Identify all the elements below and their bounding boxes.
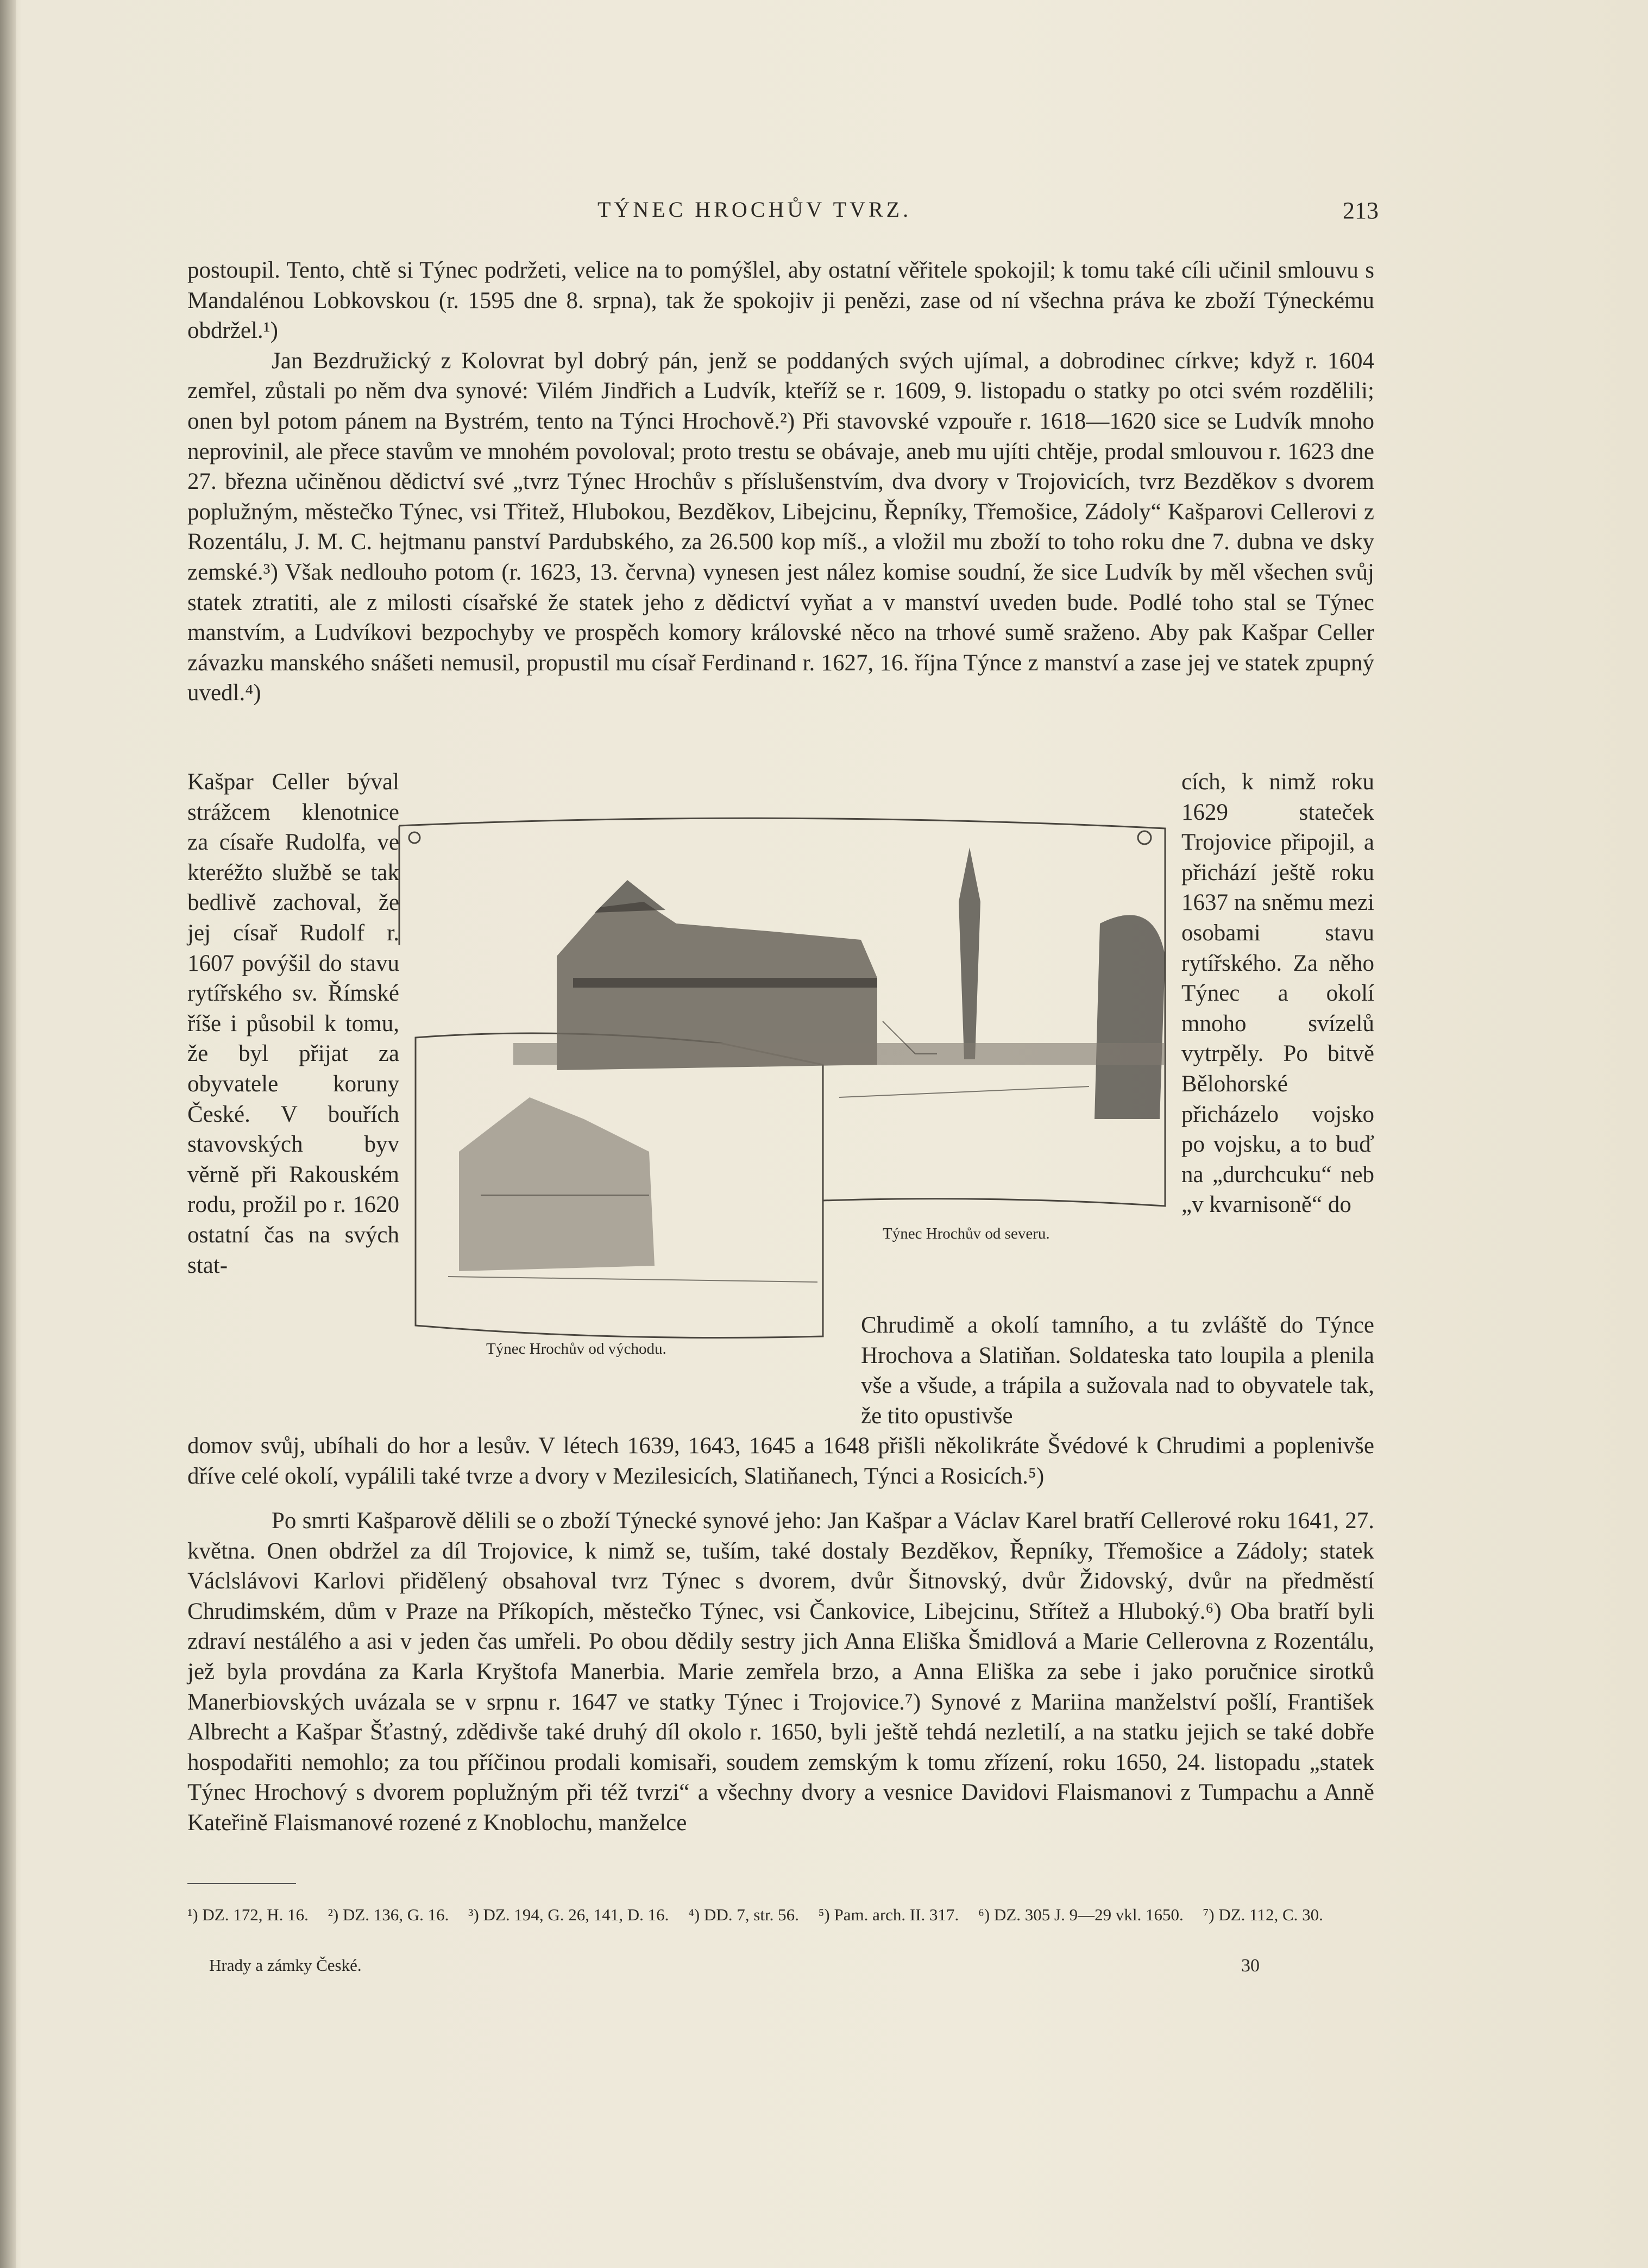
- engraving-sketch: [394, 815, 1176, 1353]
- footnote-4: ⁴) DD. 7, str. 56.: [688, 1905, 799, 1924]
- footnote-2: ²) DZ. 136, G. 16.: [328, 1905, 449, 1924]
- footnote-3: ³) DZ. 194, G. 26, 141, D. 16.: [468, 1905, 669, 1924]
- footnote-6: ⁶) DZ. 305 J. 9—29 vkl. 1650.: [978, 1905, 1184, 1924]
- mid-right-text: Chrudimě a okolí tamního, a tu zvláště do Týnce Hrochova a Slatiňan. Soldateska tato loupila a plenila vše a všude, a trápila a sužovala nad to obyvatele tak, že tito opustivše: [861, 1312, 1374, 1429]
- footnote-7: ⁷) DZ. 112, C. 30.: [1203, 1905, 1323, 1924]
- continuation-text: domov svůj, ubíhali do hor a lesův. V létech 1639, 1643, 1645 a 1648 přišli několikráte Švédové k Chrudimi a poplenivše dříve celé okolí, vypálili také tvrze a dvory v Mezilesicích, Slatiňanech, Týnci a Rosicích.⁵): [187, 1433, 1374, 1489]
- gutter-shadow: [0, 0, 16, 2268]
- last-paragraph: Po smrti Kašparově dělili se o zboží Týnecké synové jeho: Jan Kašpar a Václav Karel bratří Cellerové roku 1641, 27. května. Onen obdržel za díl Trojovice, k nimž se, tuším, také dostaly Bezděkov, Řepníky, Třemošice a Zádoly; statek Václslávovi Karlovi přidělený obsahoval tvrz Týnec s dvorem, dvůr Šitnovský, dvůr Židovský, dvůr na předměstí Chrudimském, dům v Praze na Příkopích, městečko Týnec, vsi Čankovice, Libejcinu, Střítež a Hluboký.⁶) Oba bratří byli zdraví nestálého a asi v jeden čas umřeli. Po obou dědily sestry jich Anna Eliška Šmidlová a Marie Cellerovna z Rozentálu, jež byla provdána za Karla Kryštofa Manerbia. Marie zemřela brzo, a Anna Eliška za sebe i jako poručnice sirotků Manerbiovských uvázala se v srpnu r. 1647 ve statky Týnec i Trojovice.⁷) Synové z Mariina manželství pošlí, František Albrecht a Kašpar Šťastný, zdědivše také druhý díl okolo r. 1650, byli ještě tehdá nezletilí, a na statku jejich se také dobře hospodařiti nemohlo; za tou příčinou prodali komisaři, soudem zemským k tomu zřízení, roku 1650, 24. listopadu „statek Týnec Hrochový s dvorem poplužným při též tvrzi“ a všechny dvory a vesnice Davidovi Flaismanovi z Tumpachu a Anně Kateřině Flaismanové rozené z Knoblochu, manželce: [187, 1508, 1374, 1836]
- footnote-1: ¹) DZ. 172, H. 16.: [187, 1905, 309, 1924]
- running-header: TÝNEC HROCHŮV TVRZ.: [597, 197, 912, 222]
- left-column-text: Kašpar Celler býval strážcem klenotnice za císaře Rudolfa, ve kteréžto službě se tak bedlivě zachoval, že jej císař Rudolf r. 1607 povýšil do stavu rytířského sv. Římské říše i působil k tomu, že byl přijat za obyvatele koruny České. V bouřích stavovských byv věrně při Rakouském rodu, prožil po r. 1620 ostatní čas na svých stat-: [187, 769, 399, 1278]
- paragraph-2: Jan Bezdružický z Kolovrat byl dobrý pán, jenž se poddaných svých ujímal, a dobrodinec církve; když r. 1604 zemřel, zůstali po něm dva synové: Vilém Jindřich a Ludvík, kteříž se r. 1609, 9. listopadu o statky po otci svém rozdělili; onen byl potom pánem na Bystrém, tento na Týnci Hrochově.²) Při stavovské vzpouře r. 1618—1620 sice se Ludvík mnoho neprovinil, ale přece stavům ve mnohém povoloval; proto trestu se obávaje, aneb mu ujíti chtěje, prodal smlouvou r. 1623 dne 27. března učiněnou dědictví své „tvrz Týnec Hrochův s příslušenstvím, dva dvory v Trojovicích, tvrz Bezděkov s dvorem poplužným, městečko Týnec, vsi Třitež, Hlubokou, Bezděkov, Libejcinu, Řepníky, Třemošice, Zádoly“ Kašparovi Cellerovi z Rozentálu, J. M. C. hejtmanu panství Pardubského, za 26.500 kop míš., a vložil mu zboží to toho roku dne 7. dubna ve dsky zemské.³) Však nedlouho potom (r. 1623, 13. června) vynesen jest nález komise soudní, že sice Ludvík by měl všechen svůj statek ztratiti, ale z milosti císařské že statek jeho z dědictví vyňat a v manství uveden bude. Podlé toho stal se Týnec manstvím, a Ludvíkovi bezpochyby ve prospěch komory královské něco na trhové sumě sraženo. Aby pak Kašpar Celler závazku manského snášeti nemusil, propustil mu císař Ferdinand r. 1627, 16. října Týnce z manství a zase jej ve statek zpupný uvedl.⁴): [187, 348, 1374, 706]
- footnotes: [187, 1904, 1374, 1926]
- footer-signature: 30: [1241, 1956, 1260, 1976]
- east-view-building: [459, 1097, 655, 1271]
- footnote-5: ⁵) Pam. arch. II. 317.: [818, 1905, 959, 1924]
- right-column-text: cích, k nimž roku 1629 stateček Trojovice připojil, a přichází ještě roku 1637 na sněmu mezi osobami stavu rytířského. Za něho Týnec a okolí mnoho svízelů vytrpěly. Po bitvě Bělohorské přicházelo vojsko po vojsku, a to buď na „durchcuku“ neb „v kvarnisoně“ do: [1181, 769, 1374, 1218]
- castle-illustration: [394, 815, 1176, 1353]
- top-text: [187, 255, 1374, 708]
- caption-east-view: Týnec Hrochův od východu.: [486, 1340, 666, 1358]
- footer-book-title: Hrady a zámky České.: [209, 1956, 362, 1975]
- page-number: 213: [1343, 197, 1379, 224]
- caption-north-view: Týnec Hrochův od severu.: [883, 1225, 1050, 1242]
- paragraph-1: postoupil. Tento, chtě si Týnec podržeti, velice na to pomýšlel, aby ostatní věřitele spokojil; k tomu také cíli učinil smlouvu s Mandalénou Lobkovskou (r. 1595 dne 8. srpna), tak že spokojiv ji penězi, zase od ní všechna práva ke zboží Týneckému obdržel.¹): [187, 257, 1374, 344]
- footnote-rule: [187, 1883, 296, 1884]
